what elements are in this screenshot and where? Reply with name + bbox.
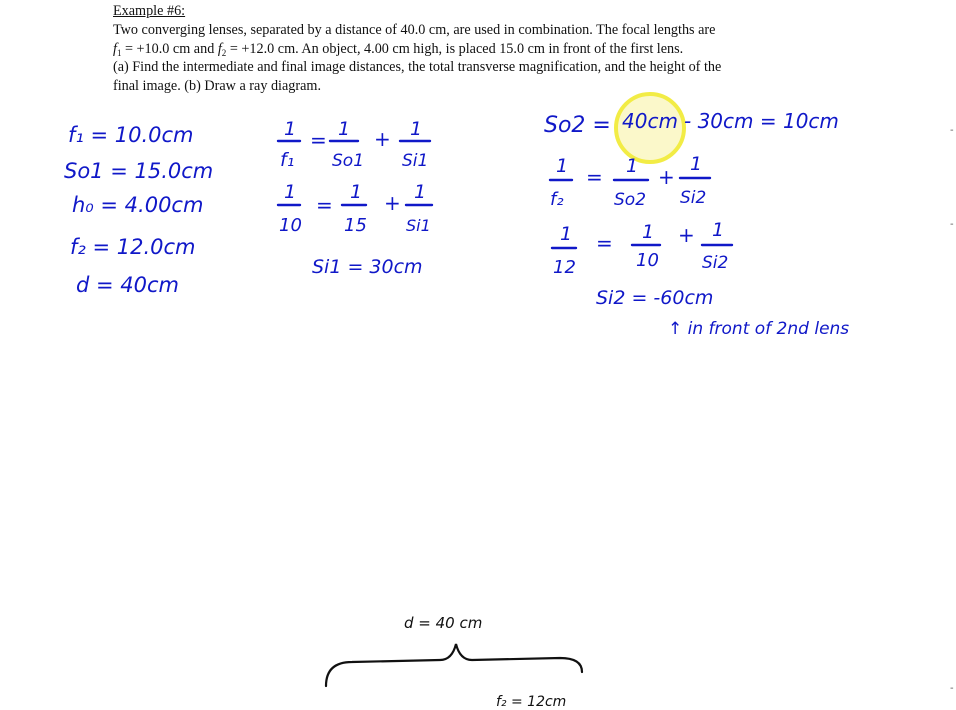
given-d: d = 40cm (76, 273, 180, 297)
lens1-sub-den-mid: 15 (344, 215, 367, 236)
lens2-eq-equals: = (586, 165, 603, 189)
lens1-sub-equals: = (316, 193, 333, 217)
f2-symbol: f (217, 40, 222, 57)
lens2-so2-b: 40cm (622, 109, 678, 133)
problem-line-4-text: final image. (b) Draw a ray diagram. (113, 78, 321, 95)
lens2-result: Si2 = -60cm (596, 287, 714, 309)
diagram-d-label: d = 40 cm (404, 614, 483, 632)
lens1-sub-num-mid: 1 (350, 181, 363, 203)
problem-line-2-mid1: = +10.0 cm and (121, 40, 218, 57)
lens2-eq-den-right: Si2 (680, 188, 707, 208)
lens2-note: ↑ in front of 2nd lens (668, 319, 850, 339)
problem-title: Example #6: (113, 3, 186, 19)
given-f2: f₂ = 12.0cm (70, 235, 196, 259)
given-so1: So1 = 15.0cm (64, 159, 214, 183)
lens2-sub-num-left: 1 (560, 223, 573, 245)
lens1-eq-den-right: Si1 (402, 151, 429, 171)
diagram-f2-label: f₂ = 12cm (496, 694, 567, 710)
f1-subscript: 1 (116, 47, 122, 58)
lens1-eq-num-left: 1 (284, 118, 297, 140)
lens2-sub-num-right: 1 (712, 219, 725, 241)
f1-symbol: f (113, 40, 117, 57)
lens1-result: Si1 = 30cm (312, 256, 423, 278)
lens2-sub-plus: + (678, 223, 695, 247)
given-ho: h₀ = 4.00cm (72, 193, 204, 217)
ray-diagram (326, 614, 582, 710)
lens2-so2-c: - 30cm = 10cm (684, 109, 839, 133)
lens2-eq-num-left: 1 (556, 155, 569, 177)
lens2-eq-den-left: f₂ (550, 189, 564, 210)
problem-line-2-mid2: = +12.0 cm. An object, 4.00 cm high, is placed 15.0 cm in front of the first lens. (226, 40, 684, 57)
lens2-eq-plus: + (658, 165, 675, 189)
lens1-work (278, 118, 432, 278)
lens2-eq-num-right: 1 (690, 153, 703, 175)
lens2-sub-den-left: 12 (553, 257, 576, 278)
f2-subscript: 2 (221, 47, 227, 58)
lens1-sub-num-left: 1 (284, 181, 297, 203)
lens1-sub-plus: + (384, 191, 401, 215)
problem-line-1-text: Two converging lenses, separated by a distance of 40.0 cm, are used in combination. The focal lengths are (113, 21, 716, 38)
distance-brace (326, 644, 582, 686)
edge-mark-bottom: - (950, 683, 954, 694)
lens2-eq-den-mid: So2 (614, 190, 647, 210)
lens1-eq-equals: = (310, 128, 327, 152)
givens-column (64, 123, 213, 297)
lens1-eq-plus: + (374, 127, 391, 151)
lens1-sub-num-right: 1 (414, 181, 427, 203)
lens2-so2-a: So2 = (544, 113, 611, 138)
lens2-work (544, 109, 849, 339)
lens2-eq-num-mid: 1 (626, 155, 639, 177)
edge-mark-top: - (950, 125, 954, 136)
edge-mark-middle: - (950, 219, 954, 230)
lens2-sub-den-mid: 10 (636, 250, 659, 271)
lens2-sub-equals: = (596, 231, 613, 255)
lens1-eq-num-right: 1 (410, 118, 423, 140)
lens1-eq-den-left: f₁ (280, 149, 295, 171)
given-f1: f₁ = 10.0cm (68, 123, 194, 147)
lens1-eq-den-mid: So1 (332, 151, 365, 171)
lens1-sub-den-left: 10 (279, 215, 302, 236)
lens1-sub-den-right: Si1 (406, 216, 431, 235)
problem-line-3-text: (a) Find the intermediate and final image distances, the total transverse magnification, and the height of the (113, 59, 722, 76)
lens1-eq-num-mid: 1 (338, 118, 351, 140)
lens2-sub-den-right: Si2 (702, 253, 729, 273)
lens2-sub-num-mid: 1 (642, 221, 655, 243)
